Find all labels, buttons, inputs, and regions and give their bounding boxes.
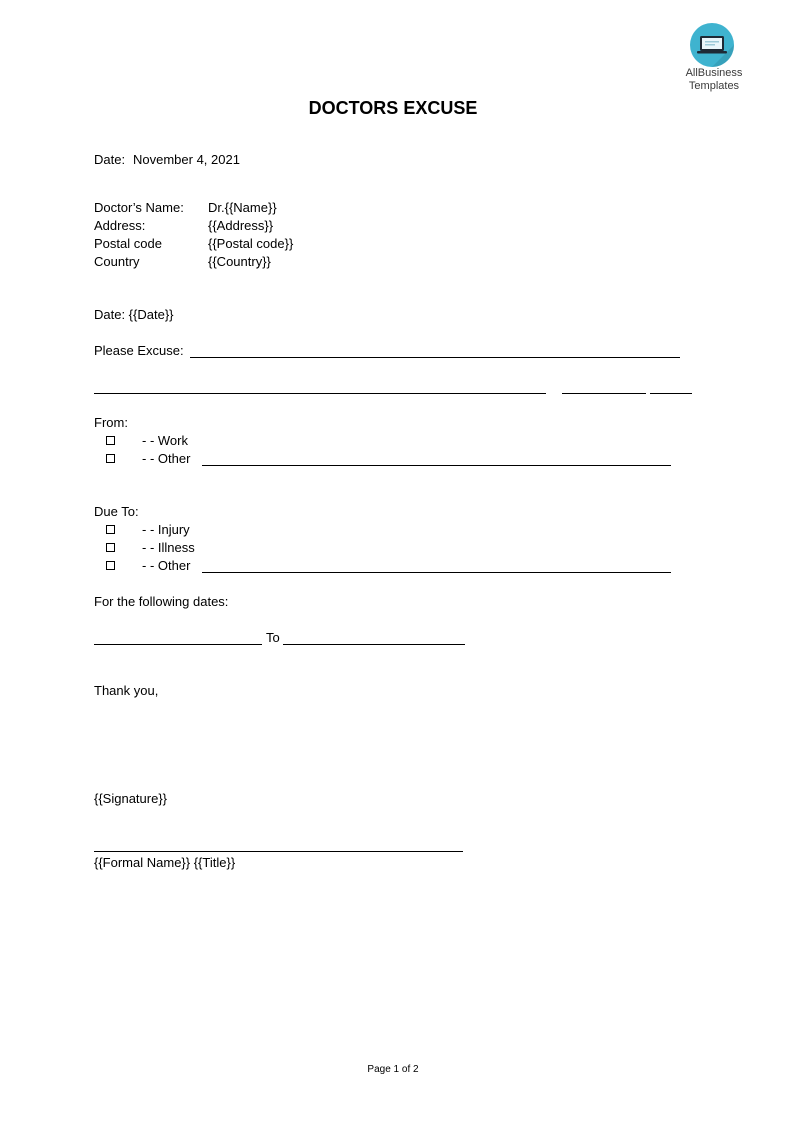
due-injury-checkbox[interactable] — [106, 525, 115, 534]
laptop-icon — [690, 23, 734, 67]
from-work-label: - - Work — [142, 433, 188, 448]
from-heading: From: — [94, 415, 128, 430]
page-number: Page 1 of 2 — [367, 1064, 419, 1075]
due-other-line[interactable] — [202, 572, 671, 573]
logo-text-line2: Templates — [688, 80, 740, 92]
address-value: {{Address}} — [208, 218, 274, 233]
following-dates-label: For the following dates: — [94, 594, 229, 609]
from-other-label: - - Other — [142, 451, 191, 466]
excuse-name-line[interactable] — [190, 357, 680, 358]
please-excuse-label: Please Excuse: — [94, 343, 184, 358]
address-label: Address: — [94, 218, 146, 233]
to-label: To — [266, 630, 280, 645]
due-illness-label: - - Illness — [142, 540, 195, 555]
formal-name-title: {{Formal Name}} {{Title}} — [94, 855, 236, 870]
country-label: Country — [94, 254, 140, 269]
excuse-extra-line-2[interactable] — [650, 393, 692, 394]
from-other-checkbox[interactable] — [106, 454, 115, 463]
from-work-checkbox[interactable] — [106, 436, 115, 445]
logo-badge — [690, 23, 734, 67]
start-date-line[interactable] — [94, 644, 262, 645]
excuse-detail-line[interactable] — [94, 393, 546, 394]
thank-you-text: Thank you, — [94, 683, 159, 698]
due-other-label: - - Other — [142, 558, 191, 573]
date-field: Date: {{Date}} — [94, 307, 174, 322]
logo-text-line1: AllBusiness — [685, 67, 743, 79]
doctor-name-value: Dr.{{Name}} — [208, 200, 277, 215]
end-date-line[interactable] — [283, 644, 465, 645]
date-label: Date: — [94, 152, 126, 167]
postal-code-label: Postal code — [94, 236, 162, 251]
due-other-checkbox[interactable] — [106, 561, 115, 570]
excuse-extra-line-1[interactable] — [562, 393, 646, 394]
signature-placeholder: {{Signature}} — [94, 791, 168, 806]
due-to-heading: Due To: — [94, 504, 139, 519]
from-other-line[interactable] — [202, 465, 671, 466]
due-illness-checkbox[interactable] — [106, 543, 115, 552]
date-value: November 4, 2021 — [133, 152, 240, 167]
due-injury-label: - - Injury — [142, 522, 190, 537]
postal-code-value: {{Postal code}} — [208, 236, 294, 251]
country-value: {{Country}} — [208, 254, 271, 269]
signature-line[interactable] — [94, 851, 463, 852]
doctor-name-label: Doctor’s Name: — [94, 200, 184, 215]
page-title: DOCTORS EXCUSE — [308, 98, 478, 118]
